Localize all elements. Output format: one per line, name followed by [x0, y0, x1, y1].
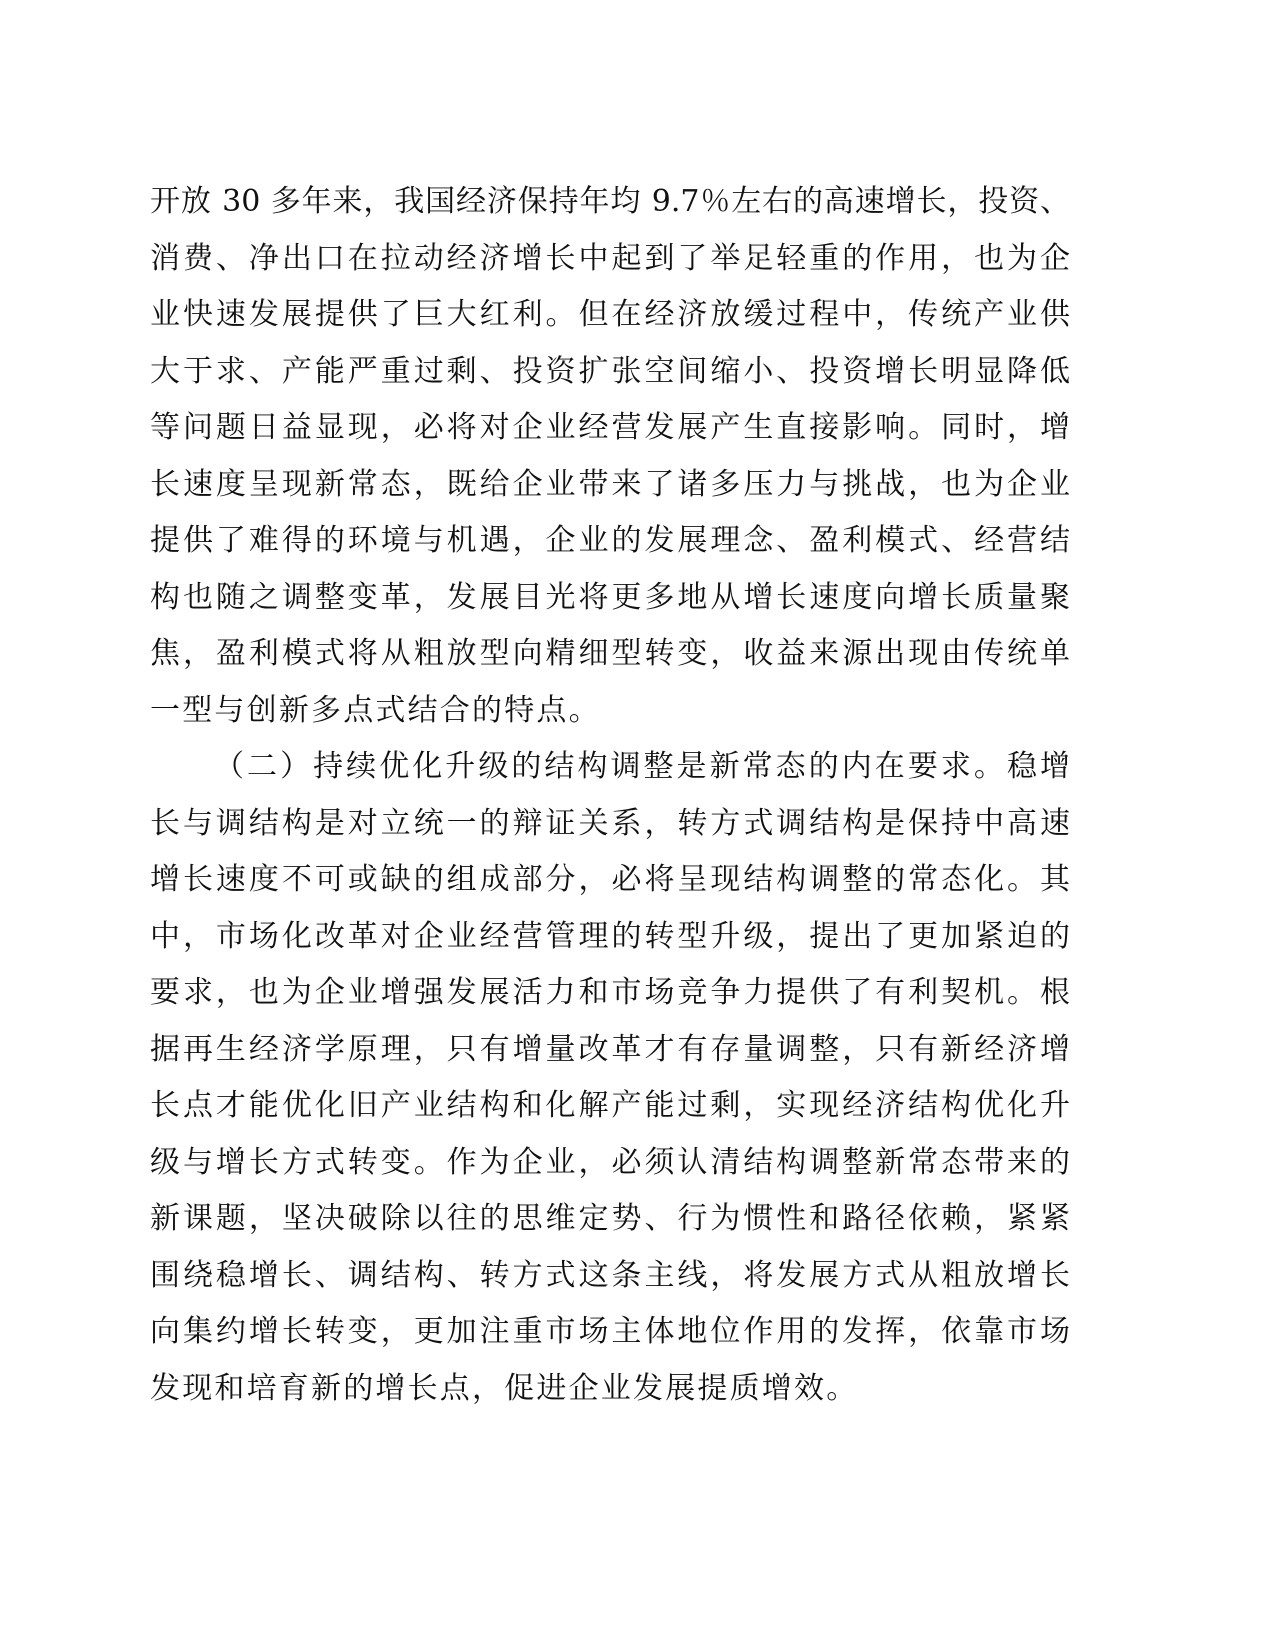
paragraph-1-line: 一型与创新多点式结合的特点。 — [150, 692, 601, 728]
paragraph-2-line: 向集约增长转变，更加注重市场主体地位作用的发挥，依靠市场 — [150, 1314, 1070, 1349]
paragraph-1-line: 大于求、产能严重过剩、投资扩张空间缩小、投资增长明显降低 — [150, 353, 1070, 389]
paragraph-2-line: 级与增长方式转变。作为企业，必须认清结构调整新常态带来的 — [150, 1144, 1070, 1180]
paragraph-1-line: 等问题日益显现，必将对企业经营发展产生直接影响。同时，增 — [150, 410, 1070, 445]
paragraph-1-line: 开放 30 多年来，我国经济保持年均 9.7％左右的高速增长，投资、 — [150, 184, 1070, 219]
paragraph-2-line: 新课题，坚决破除以往的思维定势、行为惯性和路径依赖，紧紧 — [150, 1201, 1070, 1236]
paragraph-1-line: 构也随之调整变革，发展目光将更多地从增长速度向增长质量聚 — [150, 579, 1070, 615]
paragraph-2-line: 要求，也为企业增强发展活力和市场竞争力提供了有利契机。根 — [150, 975, 1070, 1010]
paragraph-1-line: 提供了难得的环境与机遇，企业的发展理念、盈利模式、经营结 — [150, 523, 1070, 558]
paragraph-2-line: 围绕稳增长、调结构、转方式这条主线，将发展方式从粗放增长 — [150, 1257, 1070, 1293]
paragraph-2-line: 发现和培育新的增长点，促进企业发展提质增效。 — [150, 1370, 859, 1406]
paragraph-2-line: 据再生经济学原理，只有增量改革才有存量调整，只有新经济增 — [150, 1031, 1070, 1067]
paragraph-1 — [150, 174, 1070, 739]
paragraph-2-line: 增长速度不可或缺的组成部分，必将呈现结构调整的常态化。其 — [150, 862, 1070, 897]
paragraph-2 — [150, 739, 1070, 1417]
paragraph-2-line: 中，市场化改革对企业经营管理的转型升级，提出了更加紧迫的 — [150, 918, 1070, 954]
paragraph-1-line: 焦，盈利模式将从粗放型向精细型转变，收益来源出现由传统单 — [150, 636, 1070, 671]
paragraph-2-line: 长点才能优化旧产业结构和化解产能过剩，实现经济结构优化升 — [150, 1088, 1070, 1123]
paragraph-1-line: 业快速发展提供了巨大红利。但在经济放缓过程中，传统产业供 — [150, 297, 1070, 332]
paragraph-2-heading-line: （二）持续优化升级的结构调整是新常态的内在要求。稳增 — [214, 749, 1070, 784]
paragraph-2-line: 长与调结构是对立统一的辩证关系，转方式调结构是保持中高速 — [150, 805, 1070, 841]
paragraph-1-line: 消费、净出口在拉动经济增长中起到了举足轻重的作用，也为企 — [150, 240, 1070, 276]
paragraph-1-line: 长速度呈现新常态，既给企业带来了诸多压力与挑战，也为企业 — [150, 466, 1070, 502]
body-text — [150, 174, 1070, 1417]
